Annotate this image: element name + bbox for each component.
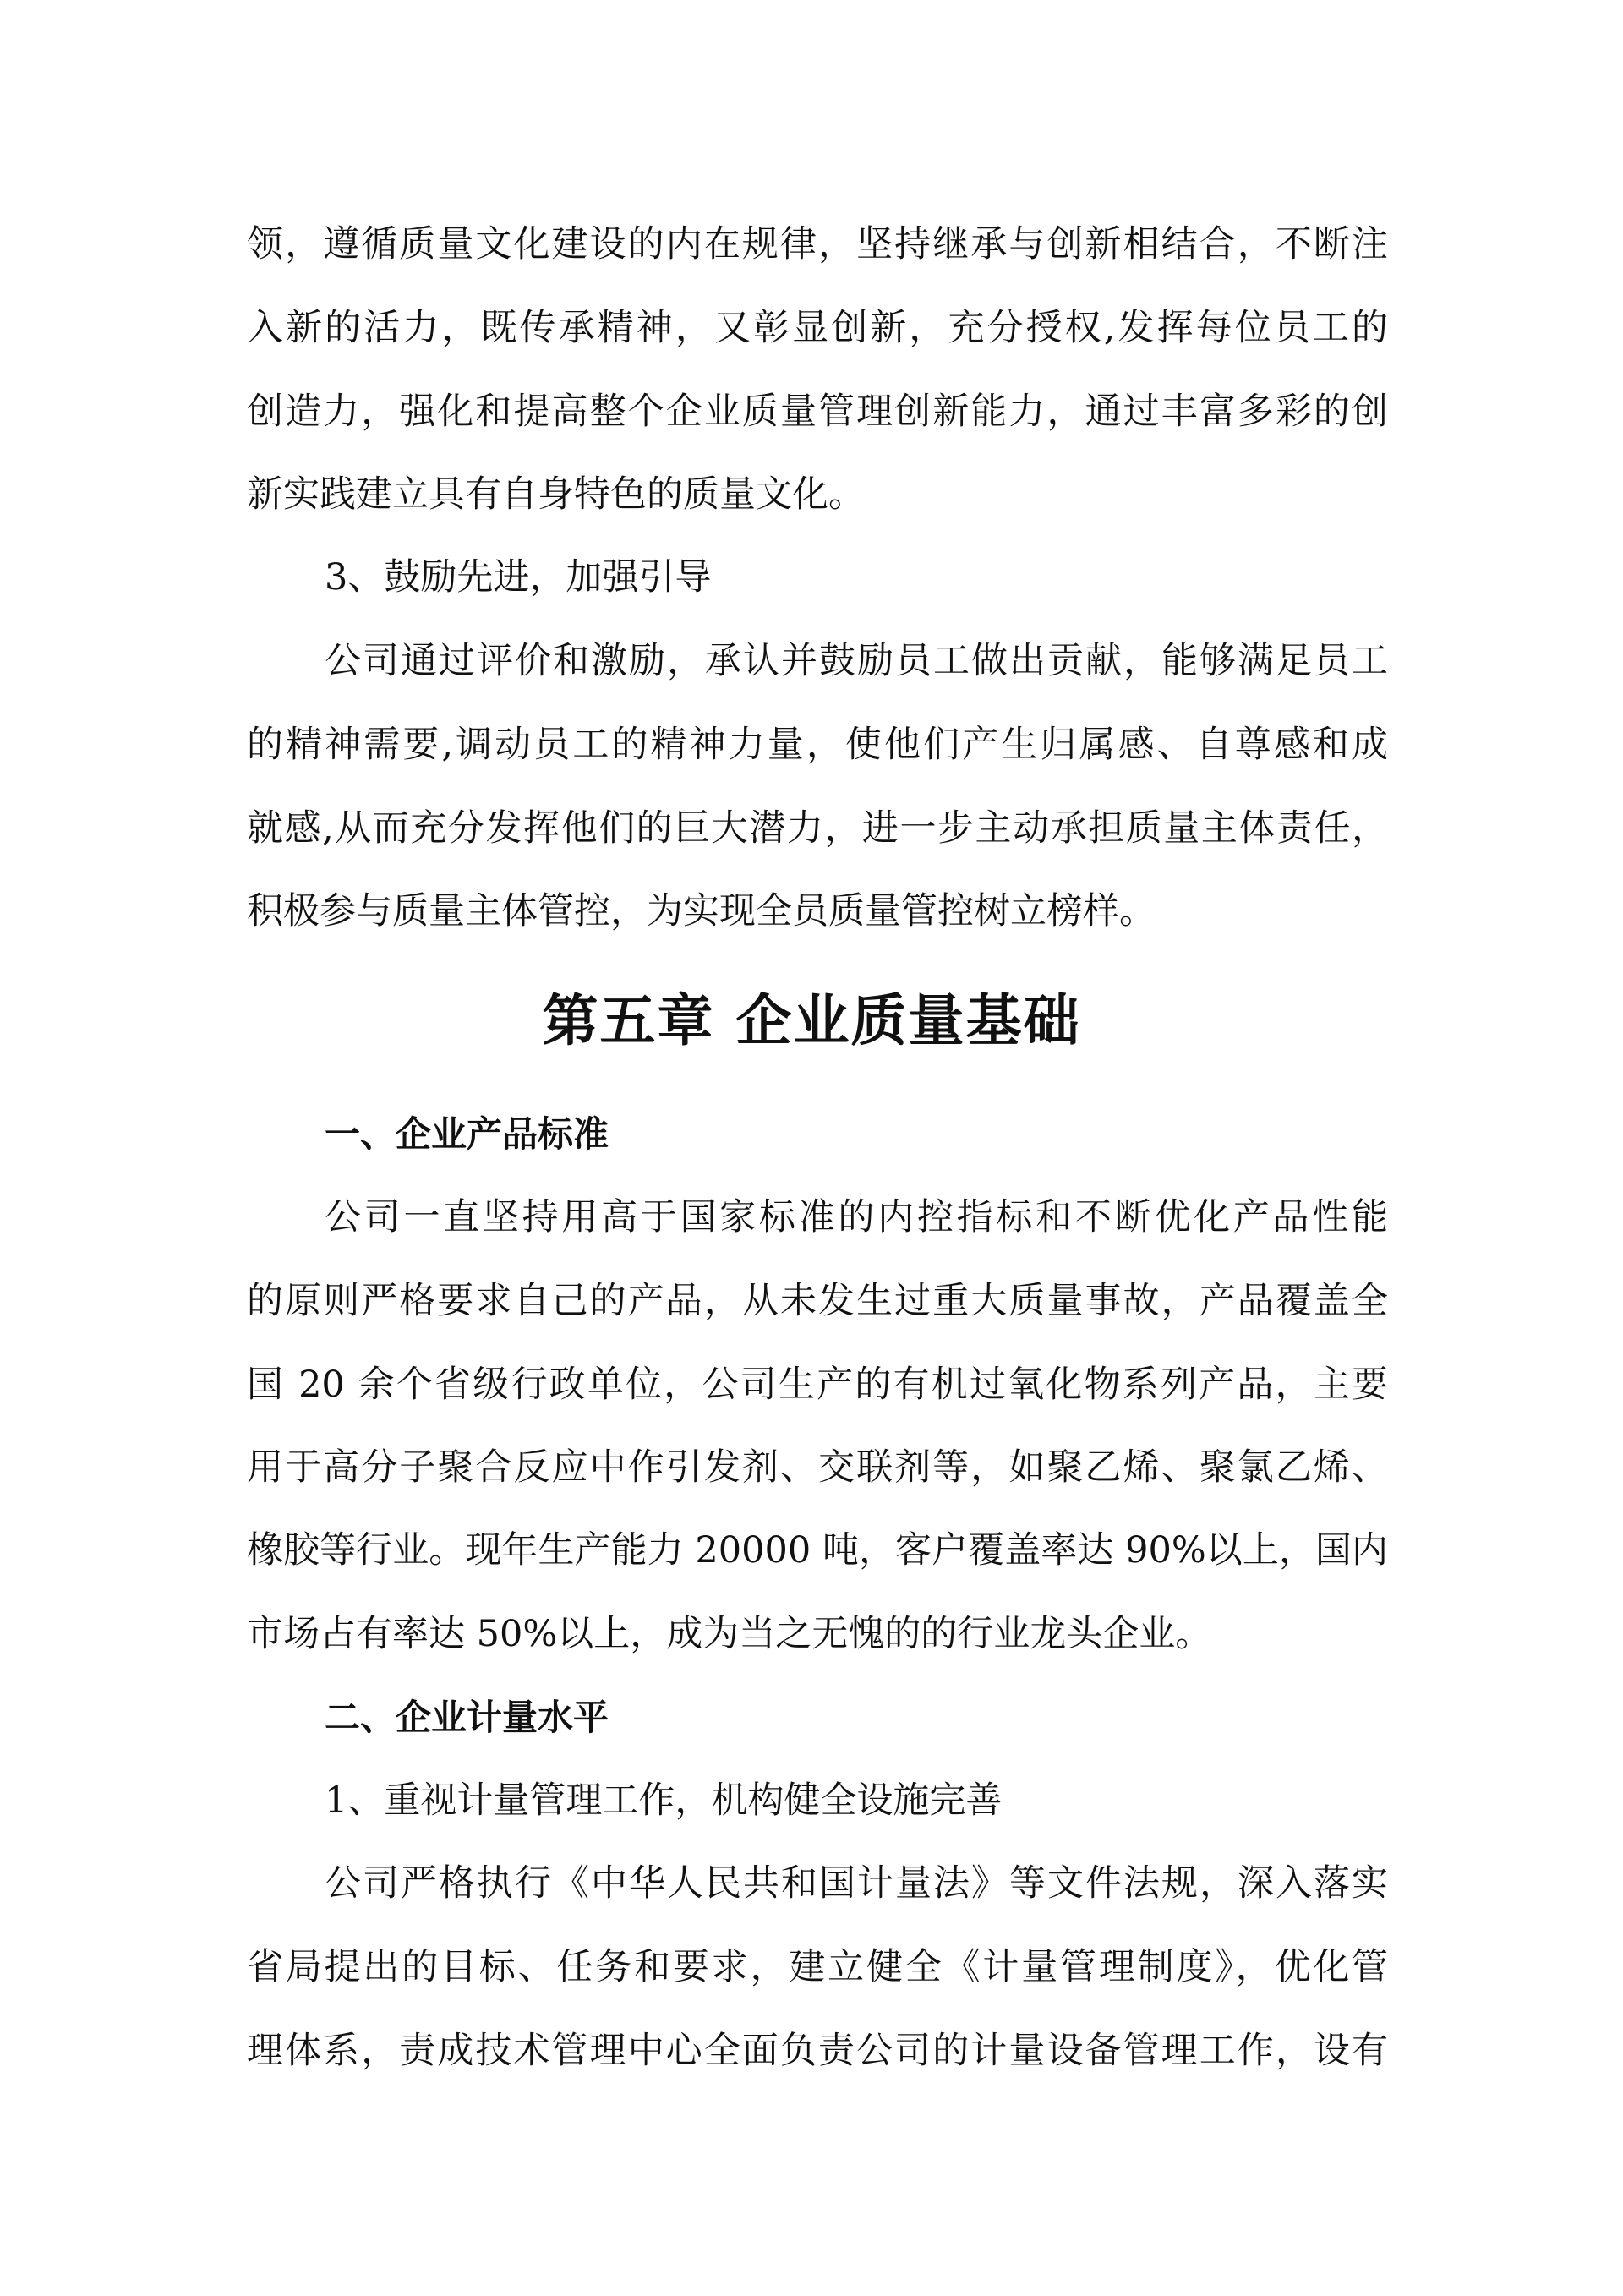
paragraph-line: 公司通过评价和激励，承认并鼓励员工做出贡献，能够满足员工 [325, 640, 1388, 682]
paragraph-line: 公司严格执行《中华人民共和国计量法》等文件法规，深入落实 [325, 1862, 1388, 1905]
paragraph-line: 创造力，强化和提高整个企业质量管理创新能力，通过丰富多彩的创 [247, 391, 1388, 433]
paragraph-line: 的原则严格要求自己的产品，从未发生过重大质量事故，产品覆盖全 [247, 1280, 1388, 1322]
paragraph-line: 国 20 余个省级行政单位，公司生产的有机过氧化物系列产品，主要 [247, 1364, 1388, 1406]
paragraph-line: 理体系，责成技术管理中心全面负责公司的计量设备管理工作，设有 [247, 2030, 1388, 2072]
paragraph-line: 积极参与质量主体管控，为实现全员质量管控树立榜样。 [247, 890, 1156, 932]
paragraph-line: 市场占有率达 50%以上，成为当之无愧的的行业龙头企业。 [247, 1613, 1212, 1655]
chapter-title: 第五章 企业质量基础 [542, 988, 1081, 1053]
paragraph-line: 入新的活力，既传承精神，又彰显创新，充分授权,发挥每位员工的 [247, 307, 1388, 349]
paragraph-line: 省局提出的目标、任务和要求，建立健全《计量管理制度》，优化管 [247, 1946, 1388, 1988]
paragraph-line: 公司一直坚持用高于国家标准的内控指标和不断优化产品性能 [325, 1196, 1388, 1238]
paragraph-line: 新实践建立具有自身特色的质量文化。 [247, 473, 865, 516]
paragraph-line: 橡胶等行业。现年生产能力 20000 吨，客户覆盖率达 90%以上，国内 [247, 1529, 1388, 1572]
section-title: 3、鼓励先进，加强引导 [325, 556, 712, 599]
paragraph-line: 用于高分子聚合反应中作引发剂、交联剂等，如聚乙烯、聚氯乙烯、 [247, 1446, 1388, 1489]
section-heading: 一、企业产品标准 [325, 1113, 609, 1155]
section-title: 1、重视计量管理工作，机构健全设施完善 [325, 1779, 1003, 1822]
paragraph-line: 的精神需要,调动员工的精神力量，使他们产生归属感、自尊感和成 [247, 724, 1388, 766]
paragraph-line: 就感,从而充分发挥他们的巨大潜力，进一步主动承担质量主体责任， [247, 807, 1388, 850]
section-heading: 二、企业计量水平 [325, 1697, 609, 1738]
paragraph-line: 领，遵循质量文化建设的内在规律，坚持继承与创新相结合，不断注 [247, 223, 1388, 265]
